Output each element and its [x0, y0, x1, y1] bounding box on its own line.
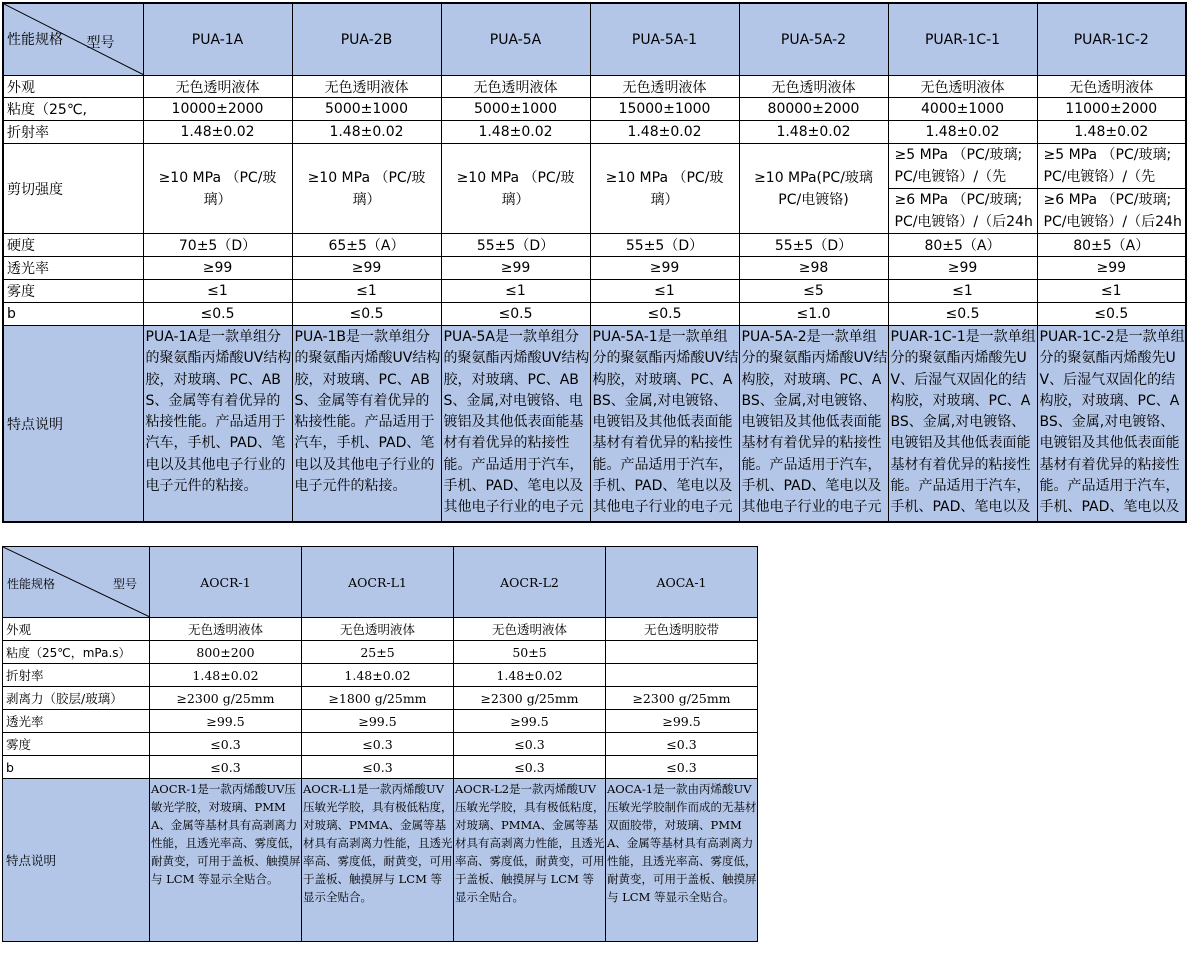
- table-row: [3, 98, 1186, 121]
- feature-description: [1037, 326, 1186, 523]
- cell-value: 70±5（D）: [143, 234, 292, 257]
- table-row: [3, 710, 758, 733]
- shear-row: [3, 144, 1186, 189]
- cell-value: ≤0.5: [143, 303, 292, 326]
- model-header: PUA-5A-2: [739, 3, 888, 76]
- cell-value: ≤0.5: [292, 303, 441, 326]
- cell-value: ≥6 MPa （PC/玻璃; PC/电镀铬）/（后24h: [1037, 189, 1186, 234]
- cell-value: 无色透明液体: [590, 76, 739, 98]
- row-label: 剪切强度: [3, 144, 143, 234]
- adhesive-spec-table-pua: [2, 2, 1187, 523]
- feature-description: [590, 326, 739, 523]
- cell-value: ≥5 MPa （PC/玻璃; PC/电镀铬）/（先: [888, 144, 1037, 189]
- cell-value: 15000±1000: [590, 98, 739, 121]
- feature-text: PUA-1A是一款单组分的聚氨酯丙烯酸UV结构胶，对玻璃、PC、ABS、金属等有着优异的粘接性能。产品适用于汽车，手机、PAD、笔电以及其他电子行业的电子元件的粘接。: [145, 329, 292, 495]
- cell-value: ≤0.3: [150, 756, 302, 779]
- row-label: 外观: [3, 76, 143, 98]
- adhesive-spec-table-aoc: [2, 546, 758, 942]
- cell-value: ≥99.5: [606, 710, 758, 733]
- row-label: 特点说明: [3, 779, 150, 942]
- model-header: PUA-2B: [292, 3, 441, 76]
- row-label: 折射率: [3, 121, 143, 144]
- cell-value: 5000±1000: [292, 98, 441, 121]
- cell-value: ≥5 MPa （PC/玻璃; PC/电镀铬）/（先: [1037, 144, 1186, 189]
- cell-value: ≤1: [292, 280, 441, 303]
- feature-description: [441, 326, 590, 523]
- cell-value: 1.48±0.02: [143, 121, 292, 144]
- cell-value: ≤5: [739, 280, 888, 303]
- cell-value: 55±5（D）: [739, 234, 888, 257]
- cell-value: ≤0.3: [302, 733, 454, 756]
- cell-value: ≥99: [888, 257, 1037, 280]
- cell-value: ≤1: [441, 280, 590, 303]
- cell-value: ≥2300 g/25mm: [150, 687, 302, 710]
- cell-value: ≥99: [590, 257, 739, 280]
- cell-value: 1.48±0.02: [590, 121, 739, 144]
- cell-value: 55±5（D）: [590, 234, 739, 257]
- model-header: PUAR-1C-2: [1037, 3, 1186, 76]
- feature-text: AOCA-1是一款由丙烯酸UV压敏光学胶制作而成的无基材双面胶带，对玻璃、PMMA、金属等基材具有高剥离力性能，且透光率高、雾度低，耐黄变，可用于盖板、触摸屏与 LCM 等显示全贴合。: [607, 782, 757, 904]
- cell-value: ≤1: [590, 280, 739, 303]
- feature-description: [143, 326, 292, 523]
- model-header: PUA-5A-1: [590, 3, 739, 76]
- table-row: [3, 733, 758, 756]
- cell-value: 10000±2000: [143, 98, 292, 121]
- cell-value: ≤0.3: [606, 756, 758, 779]
- feature-text: PUA-5A是一款单组分的聚氨酯丙烯酸UV结构胶，对玻璃、PC、ABS、金属,对电镀铬、电镀铝及其他低表面能基材有着优异的粘接性能。产品适用于汽车，手机、PAD、笔电以及其他电子行业的电子元: [443, 329, 590, 516]
- cell-value: ≤0.3: [454, 733, 606, 756]
- cell-value: 1.48±0.02: [150, 664, 302, 687]
- feature-text: AOCR-1是一款丙烯酸UV压敏光学胶，对玻璃、PMMA、金属等基材具有高剥离力性能，且透光率高、雾度低，耐黄变，可用于盖板、触摸屏与 LCM 等显示全贴合。: [151, 782, 301, 886]
- model-header: PUAR-1C-1: [888, 3, 1037, 76]
- cell-value: 4000±1000: [888, 98, 1037, 121]
- cell-value: ≤1: [1037, 280, 1186, 303]
- cell-value: ≥10 MPa （PC/玻 璃）: [143, 144, 292, 234]
- row-label: 透光率: [3, 257, 143, 280]
- feature-text: AOCR-L2是一款丙烯酸UV压敏光学胶，具有极低粘度，对玻璃、PMMA、金属等基材具有高剥离力性能，且透光率高、雾度低，耐黄变，可用于盖板、触摸屏与 LCM 等显示全贴合。: [455, 782, 605, 904]
- cell-value: 1.48±0.02: [454, 664, 606, 687]
- cell-value: ≥99.5: [454, 710, 606, 733]
- row-label: 粘度（25℃,: [3, 98, 143, 121]
- cell-value: ≤1.0: [739, 303, 888, 326]
- cell-value: 5000±1000: [441, 98, 590, 121]
- cell-value: 无色透明液体: [1037, 76, 1186, 98]
- cell-value: ≥99: [143, 257, 292, 280]
- row-label: 透光率: [3, 710, 150, 733]
- cell-value: ≤0.5: [1037, 303, 1186, 326]
- row-label: 粘度（25℃，mPa.s）: [3, 641, 150, 664]
- cell-value: 50±5: [454, 641, 606, 664]
- header-row: [3, 3, 1186, 76]
- row-label: 剥离力（胶层/玻璃）: [3, 687, 150, 710]
- cell-value: 无色透明液体: [441, 76, 590, 98]
- table-row: [3, 641, 758, 664]
- table-row: [3, 664, 758, 687]
- table-row: [3, 257, 1186, 280]
- cell-value: ≥10 MPa （PC/玻 璃）: [590, 144, 739, 234]
- model-header: AOCA-1: [606, 547, 758, 618]
- corner-label-model: 型号: [86, 35, 115, 51]
- cell-value: ≤0.3: [302, 756, 454, 779]
- cell-value: 无色透明液体: [150, 618, 302, 641]
- cell-value: 80±5（A）: [1037, 234, 1186, 257]
- cell-value: 无色透明液体: [888, 76, 1037, 98]
- feature-text: PUA-5A-2是一款单组分的聚氨酯丙烯酸UV结构胶，对玻璃、PC、ABS、金属,对电镀铬、电镀铝及其他低表面能基材有着优异的粘接性能。产品适用于汽车，手机、PAD、笔电以及其他电子行业的电子元: [741, 329, 888, 516]
- feature-description: [739, 326, 888, 523]
- cell-value: 25±5: [302, 641, 454, 664]
- corner-label-spec: 性能规格: [7, 577, 56, 591]
- cell-value: ≥2300 g/25mm: [454, 687, 606, 710]
- corner-label-model: 型号: [112, 577, 137, 591]
- row-label: 折射率: [3, 664, 150, 687]
- corner-label-spec: 性能规格: [7, 32, 63, 48]
- cell-value: ≤0.5: [441, 303, 590, 326]
- cell-value: 1.48±0.02: [292, 121, 441, 144]
- cell-value: ≥10 MPa(PC/玻璃 PC/电镀铬): [739, 144, 888, 234]
- cell-value: 无色透明胶带: [606, 618, 758, 641]
- cell-value: ≥10 MPa （PC/玻 璃）: [292, 144, 441, 234]
- cell-value: 800±200: [150, 641, 302, 664]
- cell-value: 55±5（D）: [441, 234, 590, 257]
- table-row: [3, 618, 758, 641]
- cell-value: [606, 641, 758, 664]
- cell-value: ≥99: [292, 257, 441, 280]
- cell-value: 无色透明液体: [292, 76, 441, 98]
- table-row: [3, 76, 1186, 98]
- cell-value: 1.48±0.02: [739, 121, 888, 144]
- feature-text: PUA-1B是一款单组分的聚氨酯丙烯酸UV结构胶，对玻璃、PC、ABS、金属等有着优异的粘接性能。产品适用于汽车，手机、PAD、笔电以及其他电子行业的电子元件的粘接。: [294, 329, 441, 495]
- feature-description: [606, 779, 758, 942]
- feature-description: [150, 779, 302, 942]
- cell-value: 无色透明液体: [739, 76, 888, 98]
- cell-value: ≤0.3: [150, 733, 302, 756]
- cell-value: 80000±2000: [739, 98, 888, 121]
- cell-value: ≥99: [1037, 257, 1186, 280]
- cell-value: ≥98: [739, 257, 888, 280]
- cell-value: 1.48±0.02: [302, 664, 454, 687]
- cell-value: 无色透明液体: [454, 618, 606, 641]
- cell-value: ≥2300 g/25mm: [606, 687, 758, 710]
- cell-value: 65±5（A）: [292, 234, 441, 257]
- feature-text: PUAR-1C-1是一款单组分的聚氨酯丙烯酸先UV、后湿气双固化的结构胶，对玻璃、PC、ABS、金属,对电镀铬、电镀铝及其他低表面能基材有着优异的粘接性能。产品适用于汽车，手机、PAD、笔电以及: [890, 329, 1036, 516]
- cell-value: ≤1: [888, 280, 1037, 303]
- model-header: AOCR-L2: [454, 547, 606, 618]
- model-header: AOCR-1: [150, 547, 302, 618]
- cell-value: ≥99: [441, 257, 590, 280]
- cell-value: ≥6 MPa （PC/玻璃; PC/电镀铬）/（后24h: [888, 189, 1037, 234]
- cell-value: 无色透明液体: [143, 76, 292, 98]
- corner-header-cell: [3, 3, 143, 76]
- model-header: PUA-1A: [143, 3, 292, 76]
- table-row: [3, 303, 1186, 326]
- table-row: [3, 687, 758, 710]
- row-label: 雾度: [3, 280, 143, 303]
- cell-value: 80±5（A）: [888, 234, 1037, 257]
- feature-description: [888, 326, 1037, 523]
- cell-value: 11000±2000: [1037, 98, 1186, 121]
- cell-value: 1.48±0.02: [888, 121, 1037, 144]
- cell-value: ≥99.5: [150, 710, 302, 733]
- model-header: PUA-5A: [441, 3, 590, 76]
- cell-value: ≤0.3: [606, 733, 758, 756]
- cell-value: 1.48±0.02: [1037, 121, 1186, 144]
- cell-value: ≥10 MPa （PC/玻 璃）: [441, 144, 590, 234]
- cell-value: ≤1: [143, 280, 292, 303]
- model-header: AOCR-L1: [302, 547, 454, 618]
- features-row: [3, 779, 758, 942]
- row-label: 雾度: [3, 733, 150, 756]
- table-row: [3, 121, 1186, 144]
- row-label: 特点说明: [3, 326, 143, 523]
- table-row: [3, 234, 1186, 257]
- feature-text: PUA-5A-1是一款单组分的聚氨酯丙烯酸UV结构胶，对玻璃、PC、ABS、金属,对电镀铬、电镀铝及其他低表面能基材有着优异的粘接性能。产品适用于汽车，手机、PAD、笔电以及其他电子行业的电子元: [592, 329, 739, 516]
- cell-value: ≤0.5: [888, 303, 1037, 326]
- feature-text: AOCR-L1是一款丙烯酸UV压敏光学胶，具有极低粘度，对玻璃、PMMA、金属等基材具有高剥离力性能，且透光率高、雾度低，耐黄变，可用于盖板、触摸屏与 LCM 等显示全贴合。: [303, 782, 453, 904]
- cell-value: 无色透明液体: [302, 618, 454, 641]
- cell-value: ≥1800 g/25mm: [302, 687, 454, 710]
- table-row: [3, 280, 1186, 303]
- feature-description: [302, 779, 454, 942]
- feature-description: [454, 779, 606, 942]
- table-row: [3, 756, 758, 779]
- feature-description: [292, 326, 441, 523]
- cell-value: ≥99.5: [302, 710, 454, 733]
- cell-value: [606, 664, 758, 687]
- cell-value: ≤0.3: [454, 756, 606, 779]
- header-row: [3, 547, 758, 618]
- feature-text: PUAR-1C-2是一款单组分的聚氨酯丙烯酸先UV、后湿气双固化的结构胶，对玻璃、PC、ABS、金属,对电镀铬、电镀铝及其他低表面能基材有着优异的粘接性能。产品适用于汽车，手机、PAD、笔电以及: [1039, 329, 1185, 516]
- corner-header-cell: [3, 547, 150, 618]
- features-row: [3, 326, 1186, 523]
- row-label: 外观: [3, 618, 150, 641]
- cell-value: ≤0.5: [590, 303, 739, 326]
- row-label: b: [3, 756, 150, 779]
- row-label: b: [3, 303, 143, 326]
- cell-value: 1.48±0.02: [441, 121, 590, 144]
- row-label: 硬度: [3, 234, 143, 257]
